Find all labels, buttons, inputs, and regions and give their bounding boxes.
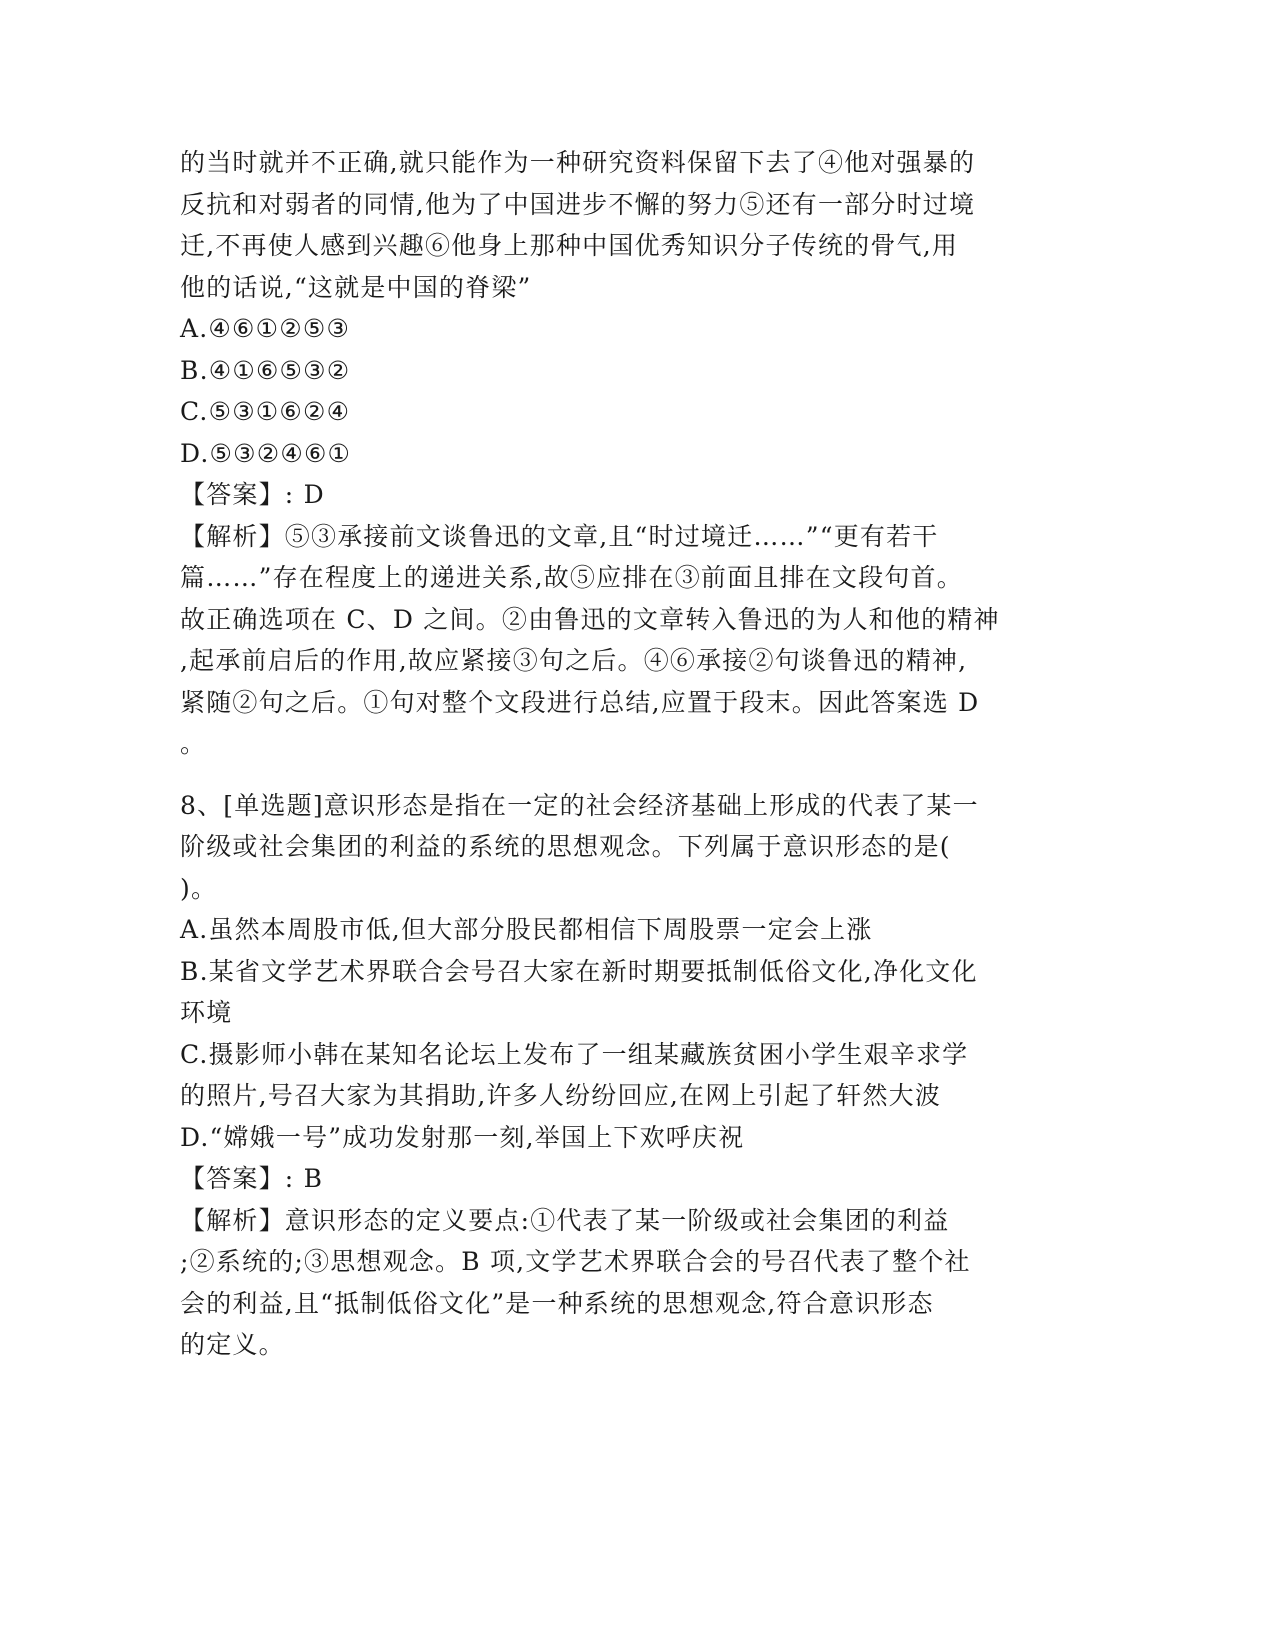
option-d: D.⑤③②④⑥①	[180, 438, 352, 468]
analysis-line: ;②系统的;③思想观念。B 项,文学艺术界联合会的号召代表了整个社	[180, 1247, 971, 1276]
stem-line: 阶级或社会集团的利益的系统的思想观念。下列属于意识形态的是(	[180, 832, 951, 861]
option-d: D.“嫦娥一号”成功发射那一刻,举国上下欢呼庆祝	[180, 1122, 745, 1152]
question-7-tail	[180, 142, 1040, 765]
passage	[180, 142, 1040, 308]
analysis-line: 篇……”存在程度上的递进关系,故⑤应排在③前面且排在文段句首。	[180, 563, 963, 592]
analysis-line: ,起承前启后的作用,故应紧接③句之后。④⑥承接②句谈鲁迅的精神,	[180, 646, 968, 675]
passage-line: 他的话说,“这就是中国的脊梁”	[180, 272, 532, 302]
options	[180, 308, 1040, 474]
options	[180, 909, 1040, 1158]
option-b: B.④①⑥⑤③②	[180, 355, 351, 385]
option-c-continued: 的照片,号召大家为其捐助,许多人纷纷回应,在网上引起了轩然大波	[180, 1081, 942, 1110]
passage-line: 迁,不再使人感到兴趣⑥他身上那种中国优秀知识分子传统的骨气,用	[180, 231, 959, 260]
option-b: B.某省文学艺术界联合会号召大家在新时期要抵制低俗文化,净化文化	[180, 956, 978, 986]
answer-line: 【答案】: D	[180, 480, 325, 509]
question-stem	[180, 785, 1040, 910]
stem-line: 8、[单选题]意识形态是指在一定的社会经济基础上形成的代表了某一	[180, 790, 979, 820]
document-page	[180, 142, 1040, 1366]
option-c: C.摄影师小韩在某知名论坛上发布了一组某藏族贫困小学生艰辛求学	[180, 1039, 969, 1069]
analysis-line: 的定义。	[180, 1330, 285, 1359]
analysis-line: 【解析】⑤③承接前文谈鲁迅的文章,且“时过境迁……”“更有若干	[180, 521, 939, 551]
analysis-line: 紧随②句之后。①句对整个文段进行总结,应置于段末。因此答案选 D	[180, 687, 980, 717]
option-b-continued: 环境	[180, 998, 233, 1027]
question-8	[180, 785, 1040, 1366]
passage-line: 的当时就并不正确,就只能作为一种研究资料保留下去了④他对强暴的	[180, 148, 976, 177]
option-a: A.④⑥①②⑤③	[180, 314, 351, 343]
analysis-line: 故正确选项在 C、D 之间。②由鲁迅的文章转入鲁迅的为人和他的精神	[180, 604, 1000, 634]
option-a: A.虽然本周股市低,但大部分股民都相信下周股票一定会上涨	[180, 915, 873, 944]
analysis	[180, 516, 1040, 765]
analysis-line: 会的利益,且“抵制低俗文化”是一种系统的思想观念,符合意识形态	[180, 1288, 934, 1318]
option-c: C.⑤③①⑥②④	[180, 397, 351, 426]
analysis-line: 【解析】意识形态的定义要点:①代表了某一阶级或社会集团的利益	[180, 1205, 950, 1235]
analysis-line: 。	[180, 729, 207, 758]
question-gap	[180, 765, 1040, 785]
analysis	[180, 1200, 1040, 1366]
answer-line: 【答案】: B	[180, 1164, 324, 1193]
stem-line: )。	[180, 873, 218, 903]
passage-line: 反抗和对弱者的同情,他为了中国进步不懈的努力⑤还有一部分时过境	[180, 189, 976, 219]
